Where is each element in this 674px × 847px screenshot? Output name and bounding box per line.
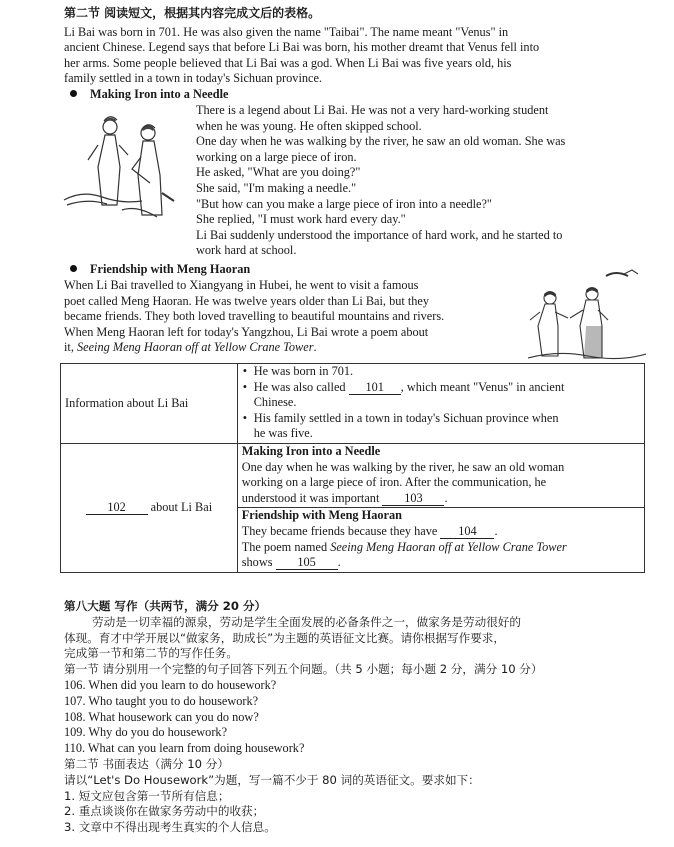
story2-title: Friendship with Meng Haoran bbox=[90, 262, 251, 276]
part1-line: One day when he was walking by the river, he saw an old woman bbox=[241, 459, 565, 474]
needle-cell bbox=[237, 443, 644, 507]
section2-instruction: 请以“Let's Do Housework”为题，写一篇不少于 80 词的英语征文。要求如下： bbox=[64, 772, 480, 787]
writing-section bbox=[64, 599, 542, 836]
intro-line: ancient Chinese. Legend says that before Li Bai was born, his mother dreamt that Venus fell into bbox=[64, 40, 540, 55]
section-heading: 第二节 阅读短文，根据其内容完成文后的表格。 bbox=[64, 6, 321, 20]
row2-label: about Li Bai bbox=[150, 500, 213, 515]
friendship-cell bbox=[237, 508, 644, 572]
story2-heading bbox=[70, 262, 250, 278]
requirement-item: 1. 短文应包含第一节所有信息； bbox=[64, 788, 230, 803]
story2-line: When Meng Haoran left for today's Yangzhou, Li Bai wrote a poem about bbox=[64, 324, 429, 339]
li-bai-old-woman-illustration bbox=[62, 105, 192, 225]
story2-line: poet called Meng Haoran. He was twelve years older than Li Bai, but they bbox=[64, 293, 430, 308]
question-item: 106. When did you learn to do housework? bbox=[64, 677, 277, 692]
answer-blank-104[interactable]: 104 bbox=[440, 525, 494, 539]
story1-heading bbox=[70, 87, 228, 103]
reading-section bbox=[64, 6, 539, 87]
row1-label: Information about Li Bai bbox=[65, 395, 189, 410]
table-row bbox=[61, 364, 645, 444]
story1-line: There is a legend about Li Bai. He was not a very hard-working student bbox=[196, 103, 549, 117]
bullet-icon bbox=[70, 265, 77, 272]
story1-line: work hard at school. bbox=[196, 243, 297, 258]
info-item: • He was born in 701. bbox=[242, 364, 644, 380]
story2-line: became friends. They both loved travelling to beautiful mountains and rivers. bbox=[64, 309, 445, 324]
writing-intro-line: 劳动是一切幸福的源泉，劳动是学生全面发展的必备条件之一，做家务是劳动很好的 bbox=[92, 614, 521, 629]
writing-heading: 第八大题 写作（共两节，满分 20 分） bbox=[64, 599, 267, 613]
answer-blank-103[interactable]: 103 bbox=[382, 492, 444, 506]
story1-body bbox=[196, 103, 565, 259]
part2-title: Friendship with Meng Haoran bbox=[241, 508, 402, 523]
story1-line: Li Bai suddenly understood the importance of hard work, and he started to bbox=[196, 227, 563, 242]
story2-last-line: it, Seeing Meng Haoran off at Yellow Crane Tower. bbox=[64, 340, 317, 355]
part2-line: The poem named Seeing Meng Haoran off at Yellow Crane Tower bbox=[241, 539, 567, 554]
info-cell bbox=[237, 364, 644, 444]
farewell-illustration bbox=[528, 266, 646, 362]
info-item: • His family settled in a town in today's Sichuan province when he was five. bbox=[242, 411, 644, 442]
intro-line: her arms. Some people believed that Li Bai was a god. When Li Bai was five years old, his bbox=[64, 55, 512, 70]
question-item: 108. What housework can you do now? bbox=[64, 709, 259, 724]
part1-title: Making Iron into a Needle bbox=[241, 443, 381, 458]
intro-line: Li Bai was born in 701. He was also given the name "Taibai". The name meant "Venus" in bbox=[64, 24, 509, 39]
poem-title: Seeing Meng Haoran off at Yellow Crane Tower bbox=[76, 340, 314, 355]
story1-line: when he was young. He often skipped school. bbox=[196, 118, 422, 133]
part2-line: shows 105 . bbox=[241, 555, 341, 570]
part1-line: understood it was important 103 . bbox=[241, 490, 448, 505]
story1-line: One day when he was walking by the river, he saw an old woman. She was bbox=[196, 134, 566, 149]
table-row bbox=[61, 443, 645, 507]
requirement-item: 2. 重点谈谈你在做家务劳动中的收获； bbox=[64, 804, 265, 819]
story1-title: Making Iron into a Needle bbox=[90, 87, 229, 101]
question-item: 109. Why do you do housework? bbox=[64, 725, 228, 740]
info-item: • He was also called 101 , which meant "Venus" in ancient Chinese. bbox=[242, 380, 644, 411]
writing-intro-line: 体现。育才中学开展以“做家务，助成长”为主题的英语征文比赛。请你根据写作要求， bbox=[64, 630, 505, 645]
answer-blank-101[interactable]: 101 bbox=[349, 381, 401, 395]
info-table bbox=[60, 363, 645, 573]
answer-blank-105[interactable]: 105 bbox=[276, 556, 338, 570]
part1-line: working on a large piece of iron. After the communication, he bbox=[241, 475, 547, 490]
writing-intro-line: 完成第一节和第二节的写作任务。 bbox=[64, 646, 238, 661]
answer-blank-102[interactable]: 102 bbox=[86, 501, 148, 515]
story1-line: working on a large piece of iron. bbox=[196, 149, 357, 164]
bullet-icon bbox=[70, 90, 77, 97]
question-item: 107. Who taught you to do housework? bbox=[64, 693, 259, 708]
row-label-cell bbox=[61, 364, 238, 444]
row-label-cell bbox=[61, 443, 238, 572]
section1-heading: 第一节 请分别用一个完整的句子回答下列五个问题。（共 5 小题；每小题 2 分，满分 10 分） bbox=[64, 662, 543, 677]
story1-line: "But how can you make a large piece of iron into a needle?" bbox=[196, 196, 492, 211]
story1-line: She said, "I'm making a needle." bbox=[196, 180, 357, 195]
intro-line: family settled in a town in today's Sichuan province. bbox=[64, 71, 323, 86]
requirement-item: 3. 文章中不得出现考生真实的个人信息。 bbox=[64, 820, 276, 835]
question-item: 110. What can you learn from doing housework? bbox=[64, 741, 305, 756]
story2-line: When Li Bai travelled to Xiangyang in Hubei, he went to visit a famous bbox=[64, 278, 419, 292]
section2-heading: 第二节 书面表达（满分 10 分） bbox=[64, 756, 229, 771]
story2-body bbox=[64, 278, 444, 356]
story1-line: She replied, "I must work hard every day." bbox=[196, 212, 406, 227]
story1-line: He asked, "What are you doing?" bbox=[196, 165, 361, 180]
part2-line: They became friends because they have 104 . bbox=[241, 523, 498, 538]
